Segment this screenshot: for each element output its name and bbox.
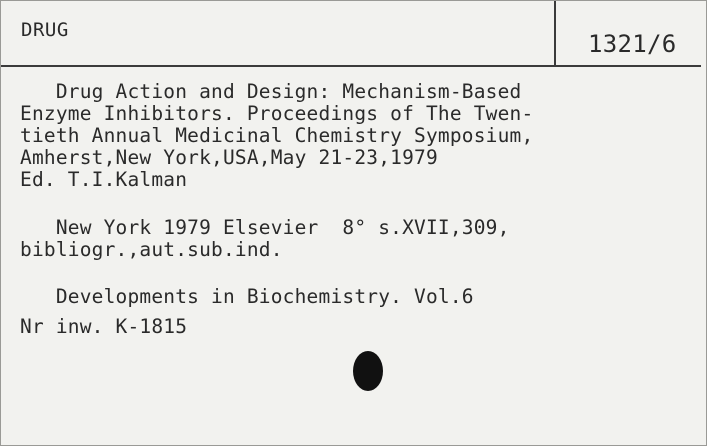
title-line-4: Amherst,New York,USA,May 21-23,1979 <box>20 146 438 169</box>
series-line: Developments in Biochemistry. Vol.6 <box>20 285 474 308</box>
title-line-3: tieth Annual Medicinal Chemistry Symposium, <box>20 124 534 147</box>
title-line-2: Enzyme Inhibitors. Proceedings of The Twen- <box>20 102 534 125</box>
title-line-1: Drug Action and Design: Mechanism-Based <box>20 80 522 103</box>
inventory-number: Nr inw. K-1815 <box>20 315 188 338</box>
editor-line: Ed. T.I.Kalman <box>20 168 188 191</box>
punch-hole <box>353 351 383 391</box>
header-rule <box>1 65 701 67</box>
imprint-line-2: bibliogr.,aut.sub.ind. <box>20 238 283 261</box>
subject-heading: DRUG <box>21 19 69 41</box>
call-number: 1321/6 <box>588 30 677 58</box>
imprint-line-1: New York 1979 Elsevier 8° s.XVII,309, <box>20 216 510 239</box>
header-divider <box>554 1 556 65</box>
